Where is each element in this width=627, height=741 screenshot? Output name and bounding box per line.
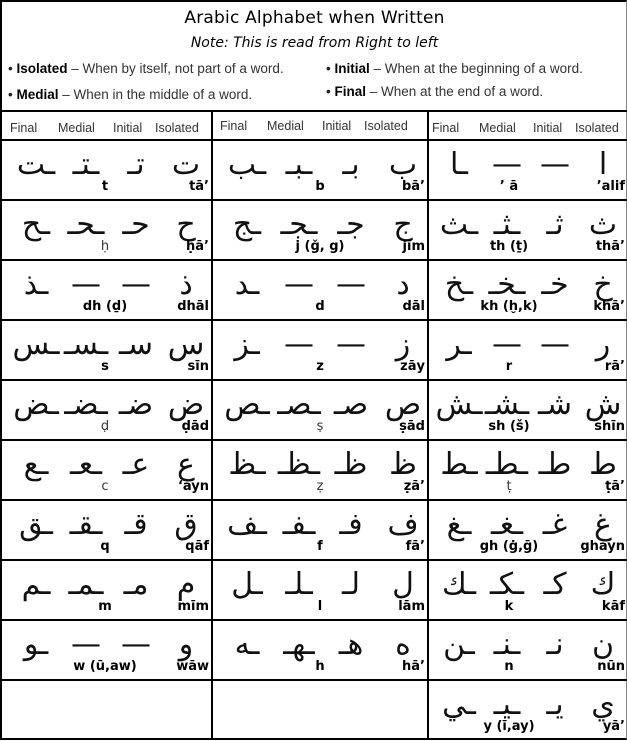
letter-name: ḍād [181,419,209,434]
letter-name: jīm [402,239,425,254]
glyph-medial: ـغـ [490,507,524,542]
letter-cell [2,441,211,501]
letter-name: lām [398,599,425,614]
glyph-final: ـص [224,387,270,422]
glyph-initial: شـ [538,387,572,422]
definition-initial: • Initial – When at the beginning of a word. [326,61,583,76]
letter-cell [213,261,427,321]
letter-name: ‘ayn [177,479,209,494]
glyph-initial: تـ [127,147,145,182]
glyph-isolated: ت [171,147,201,182]
glyph-initial: قـ [124,507,148,542]
transliteration: ḍ [100,419,110,434]
letter-cell [2,321,211,381]
glyph-isolated: ب [388,147,418,182]
glyph-final: ـن [443,627,475,662]
definition-isolated: • Isolated – When by itself, not part of a word. [8,61,284,76]
glyph-isolated: ف [387,507,419,542]
letter-name: ḥā’ [186,239,209,254]
transliteration: d [315,299,325,314]
letter-name: mīm [177,599,209,614]
glyph-medial: ـعـ [69,447,103,482]
glyph-isolated: غ [594,507,612,542]
glyph-medial: ـلـ [285,567,313,602]
letter-cell [429,381,627,441]
letter-cell [429,441,627,501]
glyph-isolated: ذ [179,267,193,302]
transliteration: l [317,599,323,614]
letter-cell [429,621,627,681]
glyph-final: ـو [23,627,49,662]
glyph-initial: ضـ [118,387,154,422]
glyph-isolated: ز [395,327,411,362]
glyph-medial: ـفـ [282,507,316,542]
glyph-final: ـه [234,627,260,662]
glyph-initial: هـ [338,627,364,662]
definition-medial: • Medial – When in the middle of a word. [8,87,253,102]
header-final: Final [220,119,248,133]
glyph-medial: ـنـ [493,627,521,662]
transliteration: s [101,359,109,374]
glyph-initial: كـ [543,567,567,602]
letter-name: shīn [594,419,625,434]
letter-name: fā’ [405,539,425,554]
glyph-final: ـب [227,147,267,182]
letter-cell [213,441,427,501]
glyph-medial: ـمـ [68,567,104,602]
glyph-final: ـذ [23,267,49,302]
letter-name: khā’ [593,299,625,314]
empty-cell [2,681,211,741]
letter-name: sīn [187,359,209,374]
glyph-isolated: ط [589,447,617,482]
letter-name: ’alif [596,179,625,194]
transliteration: z [316,359,324,374]
letter-cell [429,201,627,261]
glyph-medial: ـضـ [64,387,108,422]
glyph-isolated: ج [393,207,413,242]
glyph-final: ـل [231,567,263,602]
glyph-medial: ـثـ [493,207,521,242]
letter-name: yā’ [602,719,625,734]
glyph-medial: ـحـ [67,207,105,242]
letter-cell [213,141,427,201]
letter-name: qāf [185,539,209,554]
letter-name: dhāl [177,299,209,314]
page-title: Arabic Alphabet when Written [184,8,445,28]
transliteration: t [101,179,109,194]
header-initial: Initial [322,119,352,133]
transliteration: j (ǧ, g) [295,239,345,254]
glyph-isolated: م [176,567,196,602]
letter-cell [2,501,211,561]
glyph-final: ـخ [444,267,474,302]
glyph-isolated: و [178,627,194,662]
empty-cell [213,681,427,741]
glyph-medial: — [71,267,101,302]
glyph-isolated: ظ [389,447,417,482]
glyph-isolated: ق [174,507,198,542]
glyph-isolated: ش [584,387,622,422]
header-medial: Medial [479,121,516,135]
letter-cell [429,141,627,201]
glyph-final: ـز [234,327,260,362]
glyph-final: ـغ [446,507,472,542]
letter-cell [213,501,427,561]
letter-name: tā’ [189,179,209,194]
letter-name: nūn [597,659,625,674]
header-medial: Medial [58,121,95,135]
transliteration: c [101,479,109,494]
transliteration: n [504,659,514,674]
glyph-final: ـت [16,147,56,182]
transliteration: ’ ā [499,179,519,194]
glyph-medial: — [71,627,101,662]
glyph-medial: — [492,327,522,362]
letter-name: thā’ [595,239,625,254]
glyph-final: ـش [435,387,483,422]
letter-name: rā’ [604,359,625,374]
glyph-isolated: ه [395,627,411,662]
glyph-final: ـم [21,567,51,602]
glyph-medial: ـبـ [285,147,313,182]
glyph-final: ـع [23,447,49,482]
glyph-isolated: د [396,267,410,302]
glyph-medial: ـسـ [63,327,109,362]
glyph-final: ـح [21,207,51,242]
header-isolated: Isolated [364,119,408,133]
glyph-isolated: ك [590,567,616,602]
glyph-isolated: ي [591,687,615,722]
transliteration: ḥ [100,239,110,254]
definition-final: • Final – When at the end of a word. [326,84,544,99]
letter-name: ghayn [580,539,625,554]
glyph-isolated: ع [177,447,195,482]
glyph-final: ـي [442,687,476,722]
letter-cell [2,261,211,321]
glyph-initial: — [121,627,151,662]
glyph-final: ـا [450,147,468,182]
letter-cell [429,681,627,741]
header-initial: Initial [533,121,563,135]
glyph-initial: سـ [119,327,153,362]
letter-name: ẓā’ [403,479,425,494]
glyph-medial: ـطـ [485,447,529,482]
glyph-initial: ثـ [546,207,564,242]
glyph-final: ـق [19,507,53,542]
letter-cell [213,621,427,681]
glyph-final: ـر [446,327,472,362]
glyph-medial: ـشـ [484,387,530,422]
page-subtitle: Note: This is read from Right to left [190,35,439,51]
transliteration: gh (ġ,ḡ) [479,539,539,554]
letter-cell [429,321,627,381]
glyph-isolated: ح [176,207,196,242]
glyph-medial: ـجـ [280,207,318,242]
letter-cell [213,201,427,261]
glyph-isolated: س [167,327,205,362]
letter-cell [429,501,627,561]
transliteration: ẓ [316,479,324,494]
transliteration: h [315,659,325,674]
letter-cell [213,321,427,381]
glyph-initial: صـ [333,387,369,422]
transliteration: b [315,179,325,194]
transliteration: m [98,599,112,614]
glyph-medial: ـهـ [283,627,315,662]
letter-name: hā’ [402,659,425,674]
letter-name: kāf [601,599,625,614]
letter-name: ṣād [399,419,425,434]
glyph-medial: ـقـ [69,507,103,542]
header-initial: Initial [113,121,143,135]
glyph-medial: — [492,147,522,182]
glyph-final: ـك [441,567,477,602]
letter-name: dāl [402,299,425,314]
glyph-final: ـس [12,327,60,362]
glyph-medial: ـتـ [72,147,100,182]
letter-cell [2,561,211,621]
header-final: Final [432,121,460,135]
letter-name: ṭā’ [605,479,625,494]
transliteration: q [100,539,110,554]
letter-cell [2,141,211,201]
glyph-initial: مـ [123,567,149,602]
glyph-isolated: ا [598,147,608,182]
glyph-medial: ـصـ [277,387,321,422]
letter-cell [2,201,211,261]
header-isolated: Isolated [575,121,619,135]
header-isolated: Isolated [155,121,199,135]
letter-cell [429,561,627,621]
glyph-medial: ـخـ [488,267,526,302]
header-final: Final [10,121,38,135]
glyph-final: ـط [440,447,478,482]
glyph-medial: ـكـ [489,567,525,602]
glyph-initial: — [336,267,366,302]
glyph-final: ـف [227,507,267,542]
glyph-initial: يـ [546,687,564,722]
glyph-medial: ـظـ [277,447,321,482]
glyph-initial: لـ [342,567,360,602]
glyph-initial: جـ [337,207,365,242]
glyph-initial: فـ [339,507,363,542]
glyph-final: ـض [13,387,59,422]
glyph-initial: طـ [538,447,572,482]
transliteration: k [504,599,514,614]
letter-cell [2,381,211,441]
glyph-final: ـد [234,267,260,302]
glyph-initial: عـ [122,447,150,482]
transliteration: f [317,539,323,554]
transliteration: ṣ [316,419,324,434]
letter-cell [213,561,427,621]
glyph-isolated: ر [595,327,611,362]
letter-cell [213,381,427,441]
glyph-initial: حـ [122,207,150,242]
glyph-initial: — [121,267,151,302]
letter-cell [2,621,211,681]
transliteration: w (ū,aw) [73,659,137,674]
glyph-final: ـث [439,207,479,242]
glyph-final: ـظ [228,447,266,482]
letter-name: zāy [400,359,425,374]
glyph-initial: خـ [541,267,569,302]
glyph-isolated: ن [591,627,615,662]
letter-name: wāw [176,659,209,674]
glyph-medial: — [284,267,314,302]
glyph-medial: ـيـ [493,687,521,722]
transliteration: y (ī,ay) [483,719,535,734]
letter-table [2,110,627,740]
glyph-isolated: ث [588,207,618,242]
transliteration: th (ṯ) [489,239,529,254]
letter-cell [429,261,627,321]
glyph-final: ـج [232,207,262,242]
glyph-initial: ظـ [334,447,368,482]
glyph-initial: — [336,327,366,362]
glyph-initial: غـ [542,507,568,542]
transliteration: dh (ḏ) [82,299,128,314]
glyph-initial: نـ [546,627,564,662]
header-medial: Medial [267,119,304,133]
glyph-medial: — [284,327,314,362]
glyph-initial: — [540,147,570,182]
transliteration: r [505,359,513,374]
letter-name: bā’ [401,179,425,194]
transliteration: ṭ [506,479,512,494]
transliteration: sh (š) [488,419,530,434]
transliteration: kh (ḫ,k) [480,299,538,314]
glyph-isolated: ل [392,567,414,602]
glyph-initial: — [540,327,570,362]
glyph-initial: بـ [342,147,360,182]
glyph-isolated: ض [167,387,205,422]
glyph-isolated: ص [384,387,422,422]
glyph-isolated: خ [593,267,613,302]
